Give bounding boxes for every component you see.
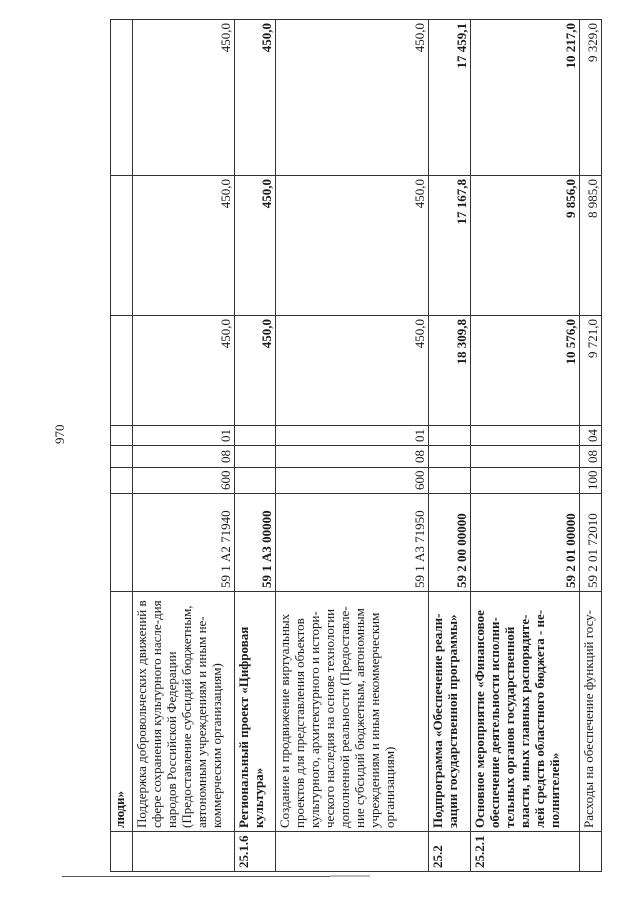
row-c2: 08 [132, 446, 234, 468]
row-c1 [111, 468, 133, 494]
row-v2 [111, 176, 133, 316]
row-c1 [429, 468, 471, 494]
row-v1: 10 576,0 [470, 316, 579, 426]
row-name: люди» [111, 592, 133, 832]
row-code [111, 494, 133, 592]
table-row [234, 20, 276, 872]
row-c1 [470, 468, 579, 494]
row-name: Подпрограмма «Обеспечение реали-зации государственной программы» [429, 592, 471, 832]
page-number: 970 [52, 424, 67, 444]
row-v1: 450,0 [276, 316, 429, 426]
row-v2: 450,0 [132, 176, 234, 316]
row-code: 59 2 01 00000 [470, 494, 579, 592]
row-c2: 08 [580, 446, 602, 468]
row-id: 25.2 [429, 832, 471, 872]
row-v3: 10 217,0 [470, 20, 579, 176]
table-row [429, 20, 471, 872]
row-c2 [234, 446, 276, 468]
row-c3 [429, 426, 471, 446]
row-v1 [111, 316, 133, 426]
row-v2: 450,0 [234, 176, 276, 316]
row-v3: 450,0 [132, 20, 234, 176]
row-c2 [429, 446, 471, 468]
row-v1: 9 721,0 [580, 316, 602, 426]
row-code: 59 1 А3 71950 [276, 494, 429, 592]
row-code: 59 2 00 00000 [429, 494, 471, 592]
row-code: 59 2 01 72010 [580, 494, 602, 592]
row-v2: 8 985,0 [580, 176, 602, 316]
row-name: Создание и продвижение виртуальных проектов для представления объектов культурного, архитектурного и истори-ческого наследия на основе технологии дополненной реальности (Предоставле-ние субсидий бюджетным, автономным учреждениям и иным некоммерческим организациям) [276, 592, 429, 832]
row-name: Региональный проект «Цифровая культура» [234, 592, 276, 832]
row-c1: 100 [580, 468, 602, 494]
row-name: Основное мероприятие «Финансовое обеспечение деятельности исполни-тельных органов государственной власти, иных главных распорядите-лей средств областного бюджета - не-полнителей» [470, 592, 579, 832]
row-c3 [470, 426, 579, 446]
row-c3 [111, 426, 133, 446]
row-v3: 17 459,1 [429, 20, 471, 176]
row-v1: 450,0 [234, 316, 276, 426]
row-c3: 04 [580, 426, 602, 446]
budget-table [110, 19, 602, 872]
row-c2 [470, 446, 579, 468]
row-v1: 450,0 [132, 316, 234, 426]
row-v3: 450,0 [276, 20, 429, 176]
row-c1: 600 [132, 468, 234, 494]
row-name: Расходы на обеспечение функций госу- [580, 592, 602, 832]
row-v3: 9 329,0 [580, 20, 602, 176]
row-c1: 600 [276, 468, 429, 494]
row-code: 59 1 А3 00000 [234, 494, 276, 592]
row-c1 [234, 468, 276, 494]
row-c3: 01 [276, 426, 429, 446]
table-row [580, 20, 602, 872]
row-id [276, 832, 429, 872]
row-id: 25.2.1 [470, 832, 579, 872]
row-v2: 450,0 [276, 176, 429, 316]
row-id: 25.1.6 [234, 832, 276, 872]
row-name: Поддержка добровольческих движений в сфере сохранения культурного насле-дия народов Российской Федерации (Предоставление субсидий бюджетным, автономным учреждениям и иным не-коммерческим организациям) [132, 592, 234, 832]
table-row [111, 20, 133, 872]
footer-rule [62, 876, 342, 877]
row-id [580, 832, 602, 872]
row-v2: 17 167,8 [429, 176, 471, 316]
row-code: 59 1 А2 71940 [132, 494, 234, 592]
table-row [276, 20, 429, 872]
table-row [470, 20, 579, 872]
row-c2 [111, 446, 133, 468]
row-v2: 9 856,0 [470, 176, 579, 316]
row-v1: 18 309,8 [429, 316, 471, 426]
row-id [111, 832, 133, 872]
row-v3: 450,0 [234, 20, 276, 176]
rotated-table-container [110, 20, 602, 872]
row-id [132, 832, 234, 872]
table-row [132, 20, 234, 872]
row-c3 [234, 426, 276, 446]
footer-mark [330, 875, 370, 877]
row-c3: 01 [132, 426, 234, 446]
row-v3 [111, 20, 133, 176]
row-c2: 08 [276, 446, 429, 468]
